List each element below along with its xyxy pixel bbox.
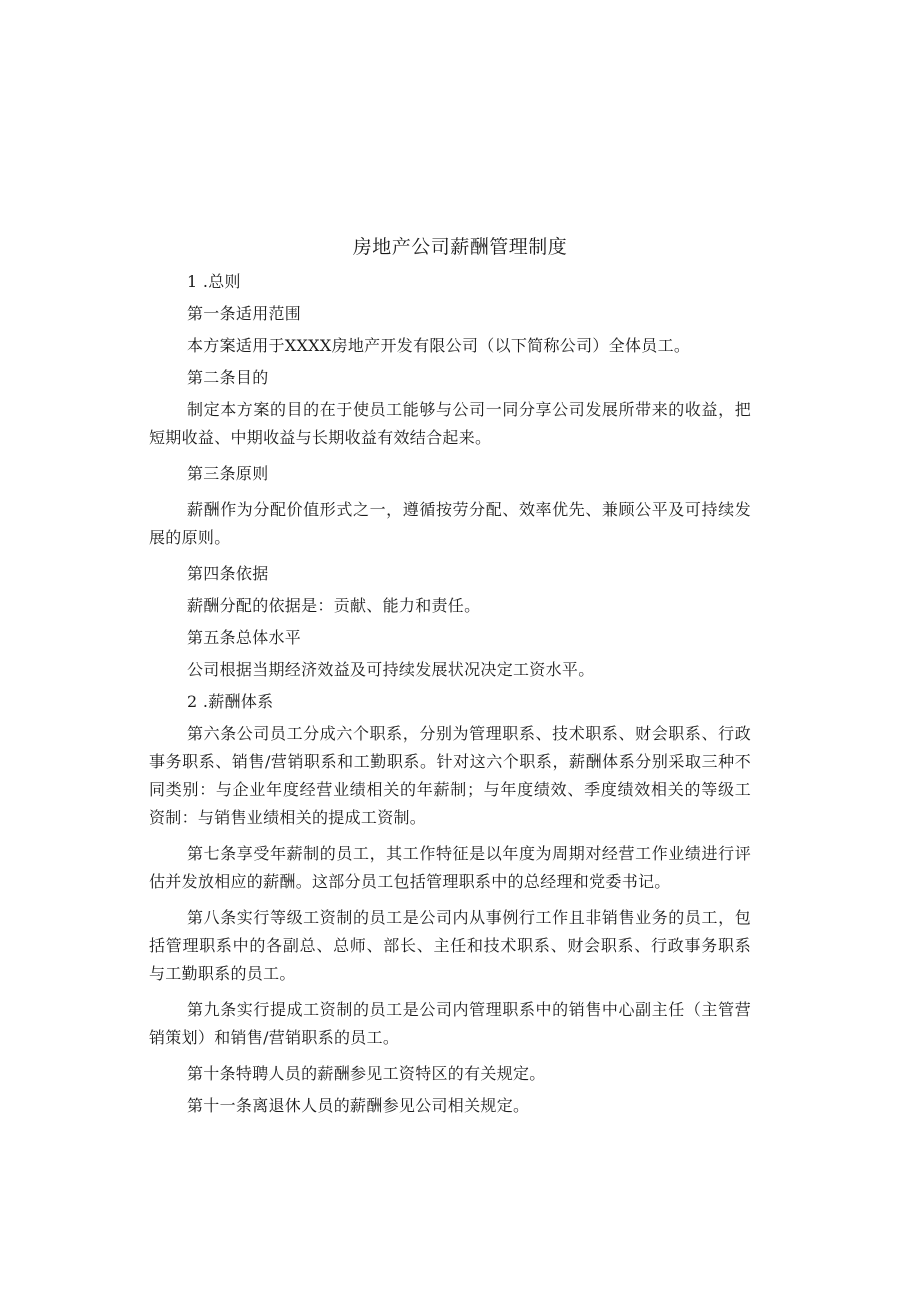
article-3-heading: 第三条原则	[187, 464, 269, 483]
article-5-text: 公司根据当期经济效益及可持续发展状况决定工资水平。	[187, 660, 595, 679]
article-1-heading: 第一条适用范围	[187, 304, 302, 323]
article-7-text: 第七条享受年薪制的员工，其工作特征是以年度为周期对经营工作业绩进行评估并发放相应的薪酬。这部分员工包括管理职系中的总经理和党委书记。	[149, 844, 751, 891]
article-4-text: 薪酬分配的依据是：贡献、能力和责任。	[187, 596, 481, 615]
article-4-heading: 第四条依据	[187, 564, 269, 583]
article-1-text: 本方案适用于XXXX房地产开发有限公司（以下简称公司）全体员工。	[187, 336, 691, 355]
section-heading-compensation-system: 2 .薪酬体系	[187, 692, 274, 711]
article-10-text: 第十条特聘人员的薪酬参见工资特区的有关规定。	[187, 1064, 546, 1083]
article-6-text: 第六条公司员工分成六个职系，分别为管理职系、技术职系、财会职系、行政事务职系、销售/营销职系和工勤职系。针对这六个职系，薪酬体系分别采取三种不同类别：与企业年度经营业绩相关的年薪制；与年度绩效、季度绩效相关的等级工资制：与销售业绩相关的提成工资制。	[149, 724, 751, 827]
article-3-text: 薪酬作为分配价值形式之一，遵循按劳分配、效率优先、兼顾公平及可持续发展的原则。	[149, 500, 751, 547]
article-8-text: 第八条实行等级工资制的员工是公司内从事例行工作且非销售业务的员工，包括管理职系中的各副总、总师、部长、主任和技术职系、财会职系、行政事务职系与工勤职系的员工。	[149, 908, 751, 983]
article-2-text: 制定本方案的目的在于使员工能够与公司一同分享公司发展所带来的收益，把短期收益、中期收益与长期收益有效结合起来。	[149, 400, 751, 447]
article-9-text: 第九条实行提成工资制的员工是公司内管理职系中的销售中心副主任（主管营销策划）和销售/营销职系的员工。	[149, 1000, 751, 1047]
document-title: 房地产公司薪酬管理制度	[352, 236, 568, 258]
article-11-text: 第十一条离退休人员的薪酬参见公司相关规定。	[187, 1096, 530, 1115]
article-2-heading: 第二条目的	[187, 368, 269, 387]
article-5-heading: 第五条总体水平	[187, 628, 302, 647]
document-body	[149, 268, 751, 1120]
section-heading-general: 1 .总则	[187, 272, 241, 291]
